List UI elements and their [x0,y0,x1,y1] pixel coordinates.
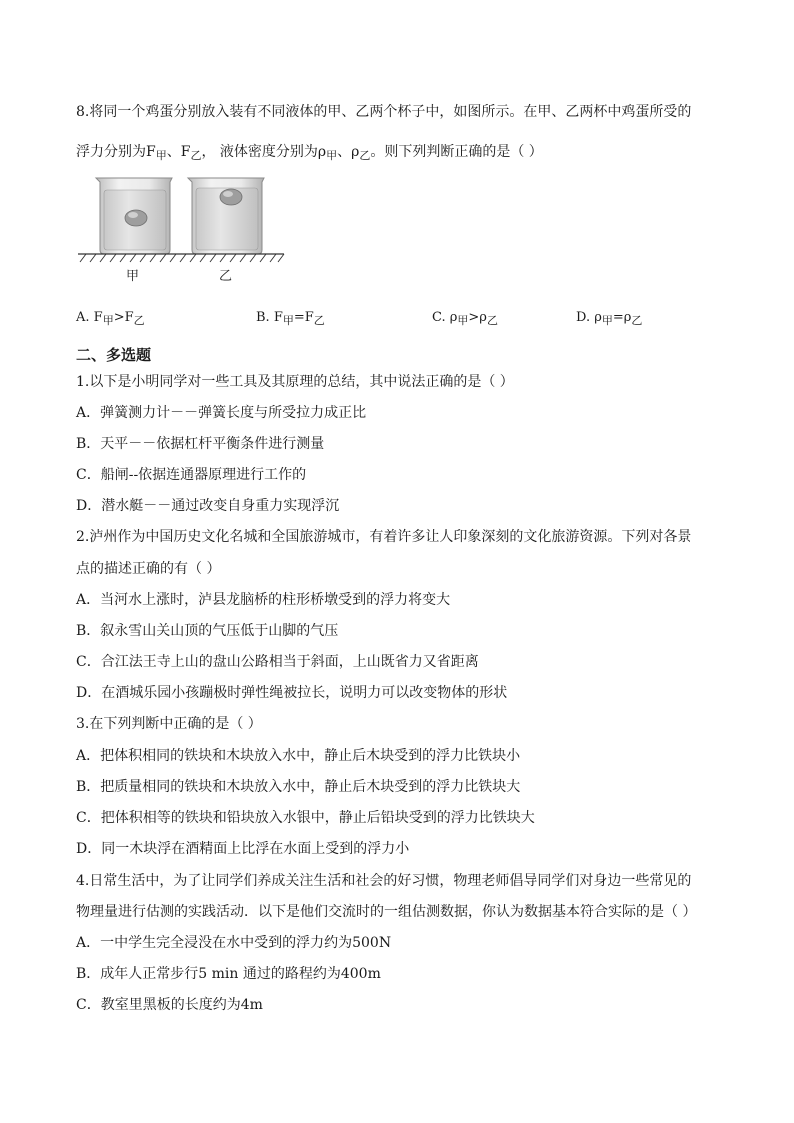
q8-text-c: 。则下列判断正确的是（ ） [370,144,543,160]
q8-stem-line1: 8.将同一个鸡蛋分别放入装有不同液体的甲、乙两个杯子中，如图所示。在甲、乙两杯中鸡蛋所受的 [76,104,692,120]
figure-label-jia: 甲 [126,269,140,284]
option-text: >F [113,310,134,325]
egg-jia [125,210,147,226]
section-title: 二、多选题 [76,346,152,364]
q8-sep: 、F [166,144,191,160]
figure-label-yi: 乙 [219,269,233,284]
q8-stem-line2 [76,144,543,164]
q1-stem: 1.以下是小明同学对一些工具及其原理的总结，其中说法正确的是（ ） [76,374,514,390]
option-text: =ρ [612,310,632,325]
subscript-jia: 甲 [155,149,167,162]
beakers-figure [76,170,296,289]
q8-sep2: 、ρ [337,144,360,160]
option-text: B. F [256,310,283,325]
beakers-svg [76,170,296,285]
q3-option-b[interactable]: B．把质量相同的铁块和木块放入水中，静止后木块受到的浮力比铁块大 [76,779,521,795]
q1-option-d[interactable]: D．潜水艇－－通过改变自身重力实现浮沉 [76,498,340,514]
q4-option-c[interactable]: C．教室里黑板的长度约为4m [76,997,263,1013]
q1-option-b[interactable]: B．天平－－依据杠杆平衡条件进行测量 [76,436,325,452]
q3-option-a[interactable]: A．把体积相同的铁块和木块放入水中，静止后木块受到的浮力比铁块小 [76,748,521,764]
q8-option-d[interactable] [576,310,642,328]
subscript-jia: 甲 [282,314,294,327]
subscript-yi: 乙 [190,149,202,162]
q8-option-c[interactable] [432,310,498,328]
q8-text-a: 浮力分别为F [76,144,156,160]
q2-stem-line2: 点的描述正确的有（ ） [76,561,221,577]
subscript-yi: 乙 [631,314,643,327]
beaker-jia [96,178,172,254]
subscript-yi: 乙 [313,314,325,327]
subscript-jia: 甲 [102,314,114,327]
q2-option-c[interactable]: C．合江法王寺上山的盘山公路相当于斜面，上山既省力又省距离 [76,654,479,670]
q8-option-b[interactable] [256,310,325,328]
q1-option-c[interactable]: C．船闸--依据连通器原理进行工作的 [76,467,307,483]
q8-text-b: ， 液体密度分别为ρ [201,144,327,160]
q2-option-a[interactable]: A．当河水上涨时，泸县龙脑桥的柱形桥墩受到的浮力将变大 [76,592,451,608]
option-text: C. ρ [432,310,458,325]
q3-option-c[interactable]: C．把体积相等的铁块和铅块放入水银中，静止后铅块受到的浮力比铁块大 [76,810,535,826]
subscript-yi: 乙 [359,149,371,162]
subscript-yi: 乙 [133,314,145,327]
egg-yi [220,189,242,205]
subscript-jia: 甲 [457,314,469,327]
beaker-yi [188,178,264,254]
q4-option-a[interactable]: A．一中学生完全浸没在水中受到的浮力约为500N [76,935,392,951]
q2-stem-line1: 2.泸州作为中国历史文化名城和全国旅游城市，有着许多让人印象深刻的文化旅游资源。下列对各景 [76,529,692,545]
q3-option-d[interactable]: D．同一木块浮在酒精面上比浮在水面上受到的浮力小 [76,841,410,857]
subscript-yi: 乙 [486,314,498,327]
option-text: D. ρ [576,310,602,325]
option-text: >ρ [468,310,487,325]
q4-stem-line2: 物理量进行估测的实践活动．以下是他们交流时的一组估测数据，你认为数据基本符合实际的是（ ） [76,904,697,920]
q1-option-a[interactable]: A．弹簧测力计－－弹簧长度与所受拉力成正比 [76,405,367,421]
subscript-jia: 甲 [326,149,338,162]
q4-stem-line1: 4.日常生活中，为了让同学们养成关注生活和社会的好习惯，物理老师倡导同学们对身边一些常见的 [76,873,692,889]
q4-option-b[interactable]: B．成年人正常步行5 min 通过的路程约为400m [76,966,381,982]
q8-option-a[interactable] [76,310,145,328]
q3-stem: 3.在下列判断中正确的是（ ） [76,716,262,732]
q2-option-d[interactable]: D．在酒城乐园小孩蹦极时弹性绳被拉长，说明力可以改变物体的形状 [76,685,508,701]
ground-hatching [80,254,284,262]
subscript-jia: 甲 [601,314,613,327]
option-text: =F [293,310,314,325]
q2-option-b[interactable]: B．叙永雪山关山顶的气压低于山脚的气压 [76,623,339,639]
option-text: A. F [76,310,103,325]
